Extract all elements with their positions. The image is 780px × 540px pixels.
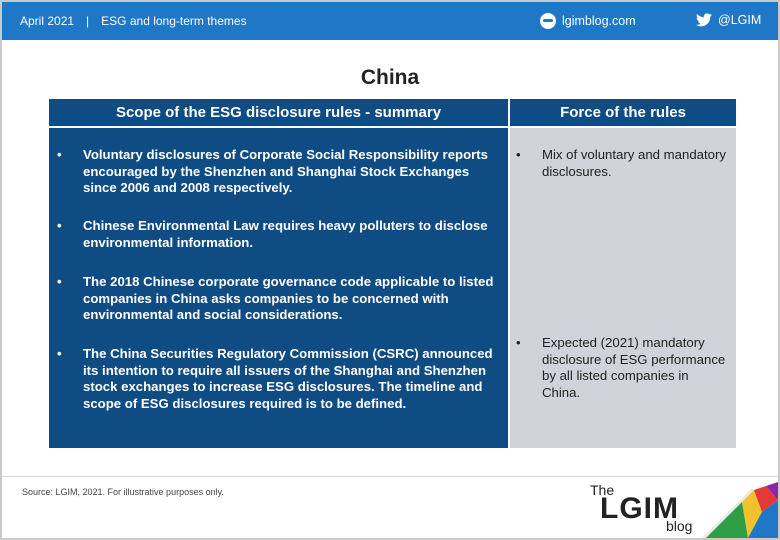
twitter-link[interactable] <box>696 13 761 27</box>
force-column <box>510 128 736 448</box>
source-note: Source: LGIM, 2021. For illustrative purposes only. <box>22 487 224 497</box>
scope-column <box>49 128 508 448</box>
bullet-marker: • <box>516 147 521 162</box>
page-title: China <box>360 66 420 89</box>
top-bar-left <box>20 14 247 28</box>
bullet-marker: • <box>516 335 521 350</box>
scope-item-text: The 2018 Chinese corporate governance code applicable to listed companies in China asks companies to be concerned with environmental and social considerations. <box>83 274 494 322</box>
date-label: April 2021 <box>20 14 75 28</box>
force-item <box>510 335 730 401</box>
scope-item <box>49 274 497 324</box>
site-label: lgimblog.com <box>562 14 636 28</box>
umbrella-icon <box>692 482 778 538</box>
bullet-marker: • <box>57 147 62 162</box>
top-bar <box>2 2 778 40</box>
scope-item-text: Chinese Environmental Law requires heavy polluters to disclose environmental information. <box>83 218 488 250</box>
theme-label: ESG and long-term themes <box>101 14 247 28</box>
logo-blog: blog <box>666 518 693 534</box>
scope-column-header: Scope of the ESG disclosure rules - summary <box>49 99 508 126</box>
twitter-bird-icon <box>696 13 712 27</box>
footer-divider <box>2 476 778 477</box>
logo-lgim: LGIM <box>600 492 679 525</box>
bullet-marker: • <box>57 218 62 233</box>
scope-item <box>49 218 497 251</box>
force-item <box>510 147 730 180</box>
separator: | <box>86 14 90 28</box>
bullet-marker: • <box>57 346 62 361</box>
globe-icon <box>540 13 556 29</box>
logo-the: The <box>590 482 615 498</box>
force-column-header: Force of the rules <box>510 99 736 126</box>
force-item-text: Mix of voluntary and mandatory disclosures. <box>542 147 726 179</box>
scope-item <box>49 346 497 412</box>
twitter-handle: @LGIM <box>718 13 762 27</box>
force-item-text: Expected (2021) mandatory disclosure of ESG performance by all listed companies in China. <box>542 335 726 400</box>
site-link[interactable] <box>540 13 636 29</box>
bullet-marker: • <box>57 274 62 289</box>
scope-item-text: Voluntary disclosures of Corporate Social Responsibility reports encouraged by the Shenzhen and Shanghai Stock Exchanges since 2006 and 2008 respectively. <box>83 147 488 195</box>
scope-item-text: The China Securities Regulatory Commission (CSRC) announced its intention to require all issuers of the Shanghai and Shenzhen stock exchanges to increase ESG disclosures. The timeline and scope of ESG disclosures required is to be defined. <box>83 346 493 411</box>
scope-item <box>49 147 497 197</box>
slide-frame <box>2 2 778 538</box>
